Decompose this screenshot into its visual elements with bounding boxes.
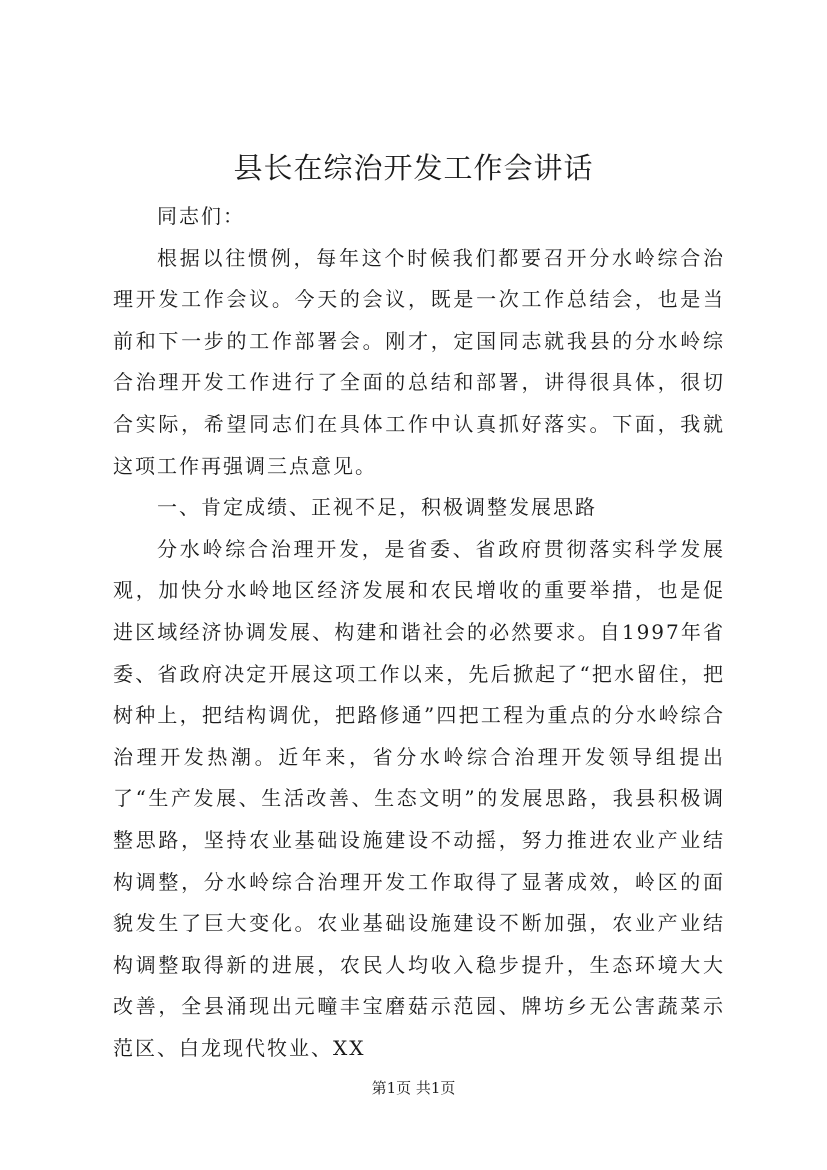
salutation: 同志们： xyxy=(157,204,245,228)
page-number-footer: 第1页 共1页 xyxy=(371,1079,456,1097)
paragraph-body: 分水岭综合治理开发，是省委、省政府贯彻落实科学发展观，加快分水岭地区经济发展和农民增收的重要举措，也是促进区域经济协调发展、构建和谐社会的必然要求。自1997年省委、省政府决定开展这项工作以来，先后掀起了“把水留住，把树种上，把结构调优，把路修通”四把工程为重点的分水岭综合治理开发热潮。近年来，省分水岭综合治理开发领导组提出了“生产发展、生活改善、生态文明”的发展思路，我县积极调整思路，坚持农业基础设施建设不动摇，努力推进农业产业结构调整，分水岭综合治理开发工作取得了显著成效，岭区的面貌发生了巨大变化。农业基础设施建设不断加强，农业产业结构调整取得新的进展，农民人均收入稳步提升，生态环境大大改善，全县涌现出元疃丰宝磨菇示范园、牌坊乡无公害蔬菜示范区、白龙现代牧业、XX xyxy=(113,536,725,1060)
document-body xyxy=(113,196,725,1069)
section-heading: 一、肯定成绩、正视不足，积极调整发展思路 xyxy=(157,495,597,520)
paragraph-intro: 根据以往惯例，每年这个时候我们都要召开分水岭综合治理开发工作会议。今天的会议，既是一次工作总结会，也是当前和下一步的工作部署会。刚才，定国同志就我县的分水岭综合治理开发工作进行了全面的总结和部署，讲得很具体，很切合实际，希望同志们在具体工作中认真抓好落实。下面，我就这项工作再强调三点意见。 xyxy=(113,245,725,478)
document-title: 县长在综治开发工作会讲话 xyxy=(233,151,594,185)
